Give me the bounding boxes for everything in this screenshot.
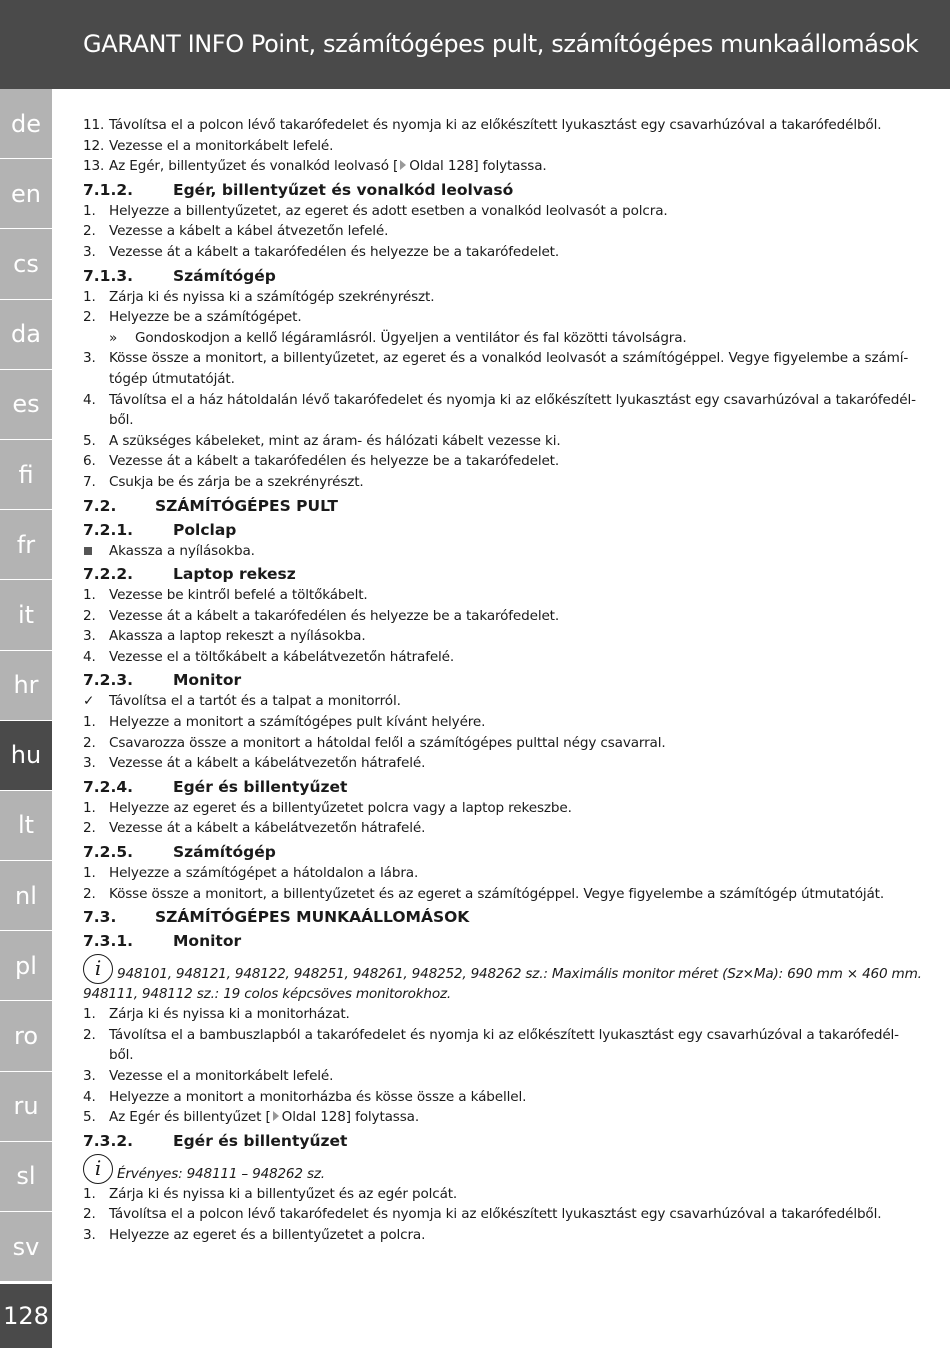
list-item-number: 7. (83, 473, 96, 490)
language-sidebar (0, 89, 52, 1282)
list-item (83, 431, 901, 452)
list-item-number: 1. (83, 587, 96, 604)
list-item-text: Vezesse el a töltőkábelt a kábelátvezetőn hátrafelé. (109, 648, 455, 665)
list-item-text: Az Egér és billentyűzet [ (109, 1109, 271, 1126)
info-note-line (83, 954, 922, 984)
list-item (83, 863, 901, 884)
list-item (83, 585, 901, 606)
language-tab-ru[interactable]: ru (0, 1072, 52, 1142)
list-item (83, 884, 901, 905)
list-item (83, 390, 916, 411)
list-item-text: Távolítsa el a ház hátoldalán lévő takarófedelet és nyomja ki az előkészített lyukasztást egy csavarhúzóval a takarófedél- (109, 391, 916, 408)
list-item-number: 6. (83, 453, 96, 470)
language-tab-sl[interactable]: sl (0, 1142, 52, 1212)
list-item-number: 3. (83, 628, 96, 645)
checkmark-icon: ✓ (83, 693, 95, 710)
info-icon: i (83, 1154, 113, 1184)
list-item-text: Kösse össze a monitort, a billentyűzetet, az egeret és a vonalkód leolvasót a számítógéppel. Vegye figyelembe a számí- (109, 350, 909, 367)
cross-reference-arrow-icon (400, 160, 406, 170)
list-item-text: Vezesse a kábelt a kábel átvezetőn lefelé. (109, 223, 389, 240)
list-item-number: 2. (83, 820, 96, 837)
list-item (83, 1025, 901, 1046)
list-item-number: 1. (83, 288, 96, 305)
list-item-text: Helyezze be a számítógépet. (109, 309, 302, 326)
info-icon: i (83, 954, 113, 984)
list-item-number: 3. (83, 755, 96, 772)
list-item-text: Az Egér, billentyűzet és vonalkód leolvasó [ (109, 158, 399, 175)
list-item-text: A szükséges kábeleket, mint az áram- és hálózati kábelt vezesse ki. (109, 432, 561, 449)
list-item (83, 712, 901, 733)
list-item (83, 1066, 901, 1087)
section-number: 7.3.1. (83, 932, 134, 951)
list-item (83, 451, 901, 472)
section-heading (83, 179, 901, 201)
language-tab-it[interactable]: it (0, 580, 52, 650)
list-item-text: Helyezze az egeret és a billentyűzetet polcra vagy a laptop rekeszbe. (109, 799, 572, 816)
list-item (83, 798, 901, 819)
list-item-number: 2. (83, 1026, 96, 1043)
list-item-number: 11. (83, 117, 105, 133)
list-item-text: Gondoskodjon a kellő légáramlásról. Ügyeljen a ventilátor és fal közötti távolságra. (135, 329, 687, 346)
list-item-number: 2. (83, 223, 96, 240)
list-item-text: folytassa. (478, 158, 547, 175)
section-title: SZÁMÍTÓGÉPES MUNKAÁLLOMÁSOK (155, 908, 470, 927)
section-heading (83, 906, 901, 928)
list-item (83, 348, 909, 369)
language-tab-sv[interactable]: sv (0, 1212, 52, 1282)
list-item-text: Távolítsa el a bambuszlapból a takarófedelet és nyomja ki az előkészített lyukasztást egy csavarhúzóval a takarófedél- (109, 1026, 899, 1043)
language-tab-cs[interactable]: cs (0, 229, 52, 299)
list-item-text: Helyezze a számítógépet a hátoldalon a lábra. (109, 865, 419, 882)
list-item-text: Kösse össze a monitort, a billentyűzetet és az egeret a számítógéppel. Vegye figyelembe a számítógép útmutatóját. (109, 885, 885, 902)
list-item (83, 221, 901, 242)
list-item-number: 1. (83, 202, 96, 219)
info-note-line (83, 1154, 901, 1184)
list-item-number: 1. (83, 799, 96, 816)
list-item-number: 5. (83, 1109, 96, 1126)
header-divider (0, 89, 950, 93)
section-title: SZÁMÍTÓGÉPES PULT (155, 496, 338, 515)
list-item-number: 1. (83, 1185, 96, 1202)
list-item (83, 136, 901, 157)
list-item-text: Vezesse át a kábelt a takarófedélen és helyezze be a takarófedelet. (109, 453, 560, 470)
list-item-text: Helyezze a monitort a számítógépes pult kívánt helyére. (109, 714, 486, 731)
section-number: 7.3.2. (83, 1131, 134, 1150)
language-tab-lt[interactable]: lt (0, 791, 52, 861)
page-number: 128 (0, 1284, 52, 1348)
list-item (83, 1087, 901, 1108)
section-number: 7.1.3. (83, 266, 134, 285)
list-item-continuation (83, 1045, 901, 1066)
list-item-continuation (83, 369, 901, 390)
list-item (83, 1204, 901, 1225)
list-item (83, 606, 901, 627)
info-note (83, 954, 922, 1004)
list-item-text: Vezesse el a monitorkábelt lefelé. (109, 1068, 334, 1084)
list-item-text: Vezesse át a kábelt a kábelátvezetőn hátrafelé. (109, 755, 426, 772)
list-item-text: Csavarozza össze a monitort a hátoldal felől a számítógépes pulttal négy csavarral. (109, 734, 666, 751)
list-item-number: 1. (83, 714, 96, 731)
language-tab-fi[interactable]: fi (0, 440, 52, 510)
section-number: 7.1.2. (83, 180, 134, 199)
list-item (83, 818, 901, 839)
section-heading (83, 841, 901, 863)
section-number: 7.2.1. (83, 520, 134, 539)
list-item-number: 3. (83, 350, 96, 367)
list-item (83, 287, 901, 308)
list-item-number: 3. (83, 1068, 96, 1084)
list-item-text: Akassza a nyílásokba. (109, 542, 255, 559)
list-item-text: Vezesse át a kábelt a kábelátvezetőn hátrafelé. (109, 820, 426, 837)
language-tab-en[interactable]: en (0, 159, 52, 229)
list-item-text: tógép útmutatóját. (109, 370, 235, 387)
list-item-number: 4. (83, 391, 96, 408)
cross-reference-link: Oldal 128] (409, 158, 479, 175)
section-heading (83, 776, 901, 798)
prerequisite-item (83, 691, 901, 712)
list-item-number: 4. (83, 648, 96, 665)
list-item-text: Akassza a laptop rekeszt a nyílásokba. (109, 628, 366, 645)
section-title: Egér és billentyűzet (173, 1131, 348, 1150)
list-item-text: folytassa. (350, 1109, 420, 1126)
info-note-text: Érvényes: 948111 – 948262 sz. (117, 1165, 325, 1182)
section-title: Monitor (173, 932, 242, 951)
info-note (83, 1154, 901, 1184)
info-note-line (83, 984, 901, 1004)
list-item (83, 1004, 901, 1025)
language-tab-nl[interactable]: nl (0, 861, 52, 931)
list-item-number: 13. (83, 158, 105, 175)
list-item-text: Vezesse el a monitorkábelt lefelé. (109, 137, 334, 154)
section-title: Egér, billentyűzet és vonalkód leolvasó (173, 180, 514, 199)
language-tab-da[interactable]: da (0, 300, 52, 370)
list-item-text: Zárja ki és nyissa ki a számítógép szekrényrészt. (109, 288, 435, 305)
list-item-number: 2. (83, 734, 96, 751)
section-number: 7.2.5. (83, 843, 134, 862)
language-tab-es[interactable]: es (0, 370, 52, 440)
list-item-number: 4. (83, 1088, 96, 1105)
section-heading (83, 519, 901, 541)
page-title: GARANT INFO Point, számítógépes pult, számítógépes munkaállomások (83, 30, 919, 58)
section-heading (83, 265, 901, 287)
section-heading (83, 563, 901, 585)
list-item-text: ből. (109, 1047, 134, 1064)
list-item-text: Távolítsa el a polcon lévő takarófedelet és nyomja ki az előkészített lyukasztást egy csavarhúzóval a takarófedélből. (109, 117, 882, 133)
section-heading (83, 669, 901, 691)
list-item-continuation (83, 410, 901, 431)
list-item (83, 647, 901, 668)
list-item-text: Zárja ki és nyissa ki a billentyűzet és az egér polcát. (109, 1185, 458, 1202)
list-item (83, 1184, 901, 1205)
bullet-square-icon (84, 547, 92, 555)
list-item (83, 472, 901, 493)
list-item-text: Vezesse át a kábelt a takarófedélen és helyezze be a takarófedelet. (109, 607, 560, 624)
list-item-text: Vezesse át a kábelt a takarófedélen és helyezze be a takarófedelet. (109, 243, 560, 260)
cross-reference-link: Oldal 128] (281, 1109, 351, 1126)
list-item (83, 626, 901, 647)
list-item-number: 3. (83, 1226, 96, 1243)
section-number: 7.2. (83, 496, 117, 515)
page-header (0, 0, 950, 89)
info-note-text: 948111, 948112 sz.: 19 colos képcsöves monitorokhoz. (83, 986, 452, 1003)
section-number: 7.3. (83, 908, 117, 927)
section-number: 7.2.3. (83, 671, 134, 690)
list-item (83, 1107, 901, 1128)
section-title: Polclap (173, 520, 237, 539)
section-heading (83, 930, 901, 952)
list-item-number: 12. (83, 137, 105, 154)
section-number: 7.2.2. (83, 565, 134, 584)
list-item (83, 753, 901, 774)
list-item-text: Távolítsa el a tartót és a talpat a monitorról. (109, 693, 401, 710)
section-title: Számítógép (173, 843, 276, 862)
list-item-number: » (109, 329, 118, 346)
list-item (83, 156, 901, 177)
section-title: Monitor (173, 671, 242, 690)
list-item-text: Zárja ki és nyissa ki a monitorházat. (109, 1006, 350, 1023)
list-item (83, 115, 901, 136)
list-item (83, 733, 901, 754)
list-item-number: 2. (83, 885, 96, 902)
bullet-item (83, 541, 901, 562)
result-item (83, 328, 901, 349)
list-item-number: 1. (83, 865, 96, 882)
list-item-text: Helyezze a monitort a monitorházba és kösse össze a kábellel. (109, 1088, 527, 1105)
section-heading (83, 495, 901, 517)
language-tab-hr[interactable]: hr (0, 651, 52, 721)
list-item (83, 201, 901, 222)
language-tab-fr[interactable]: fr (0, 510, 52, 580)
list-item (83, 1225, 901, 1246)
list-item-number: 5. (83, 432, 96, 449)
section-title: Laptop rekesz (173, 565, 296, 584)
section-number: 7.2.4. (83, 777, 134, 796)
cross-reference-arrow-icon (273, 1111, 279, 1121)
language-tab-de[interactable]: de (0, 89, 52, 159)
list-item-number: 2. (83, 1206, 96, 1223)
list-item (83, 307, 901, 328)
list-item-number: 2. (83, 309, 96, 326)
list-item (83, 242, 901, 263)
list-item-number: 1. (83, 1006, 96, 1023)
section-heading (83, 1130, 901, 1152)
list-item-text: ből. (109, 412, 134, 429)
list-item-text: Távolítsa el a polcon lévő takarófedelet és nyomja ki az előkészített lyukasztást egy csavarhúzóval a takarófedélből. (109, 1206, 882, 1223)
list-item-number: 2. (83, 607, 96, 624)
list-item-text: Helyezze az egeret és a billentyűzetet a polcra. (109, 1226, 426, 1243)
list-item-text: Csukja be és zárja be a szekrényrészt. (109, 473, 364, 490)
list-item-text: Helyezze a billentyűzetet, az egeret és adott esetben a vonalkód leolvasót a polcra. (109, 202, 668, 219)
list-item-text: Vezesse be kintről befelé a töltőkábelt. (109, 587, 368, 604)
language-tab-ro[interactable]: ro (0, 1001, 52, 1071)
language-tab-pl[interactable]: pl (0, 931, 52, 1001)
list-item-number: 3. (83, 243, 96, 260)
language-tab-hu[interactable]: hu (0, 721, 52, 791)
section-title: Egér és billentyűzet (173, 777, 348, 796)
section-title: Számítógép (173, 266, 276, 285)
info-note-text: 948101, 948121, 948122, 948251, 948261, 948252, 948262 sz.: Maximális monitor méret (Sz×Ma): 690 mm × 460 mm. (117, 966, 922, 983)
document-body (83, 115, 922, 1246)
